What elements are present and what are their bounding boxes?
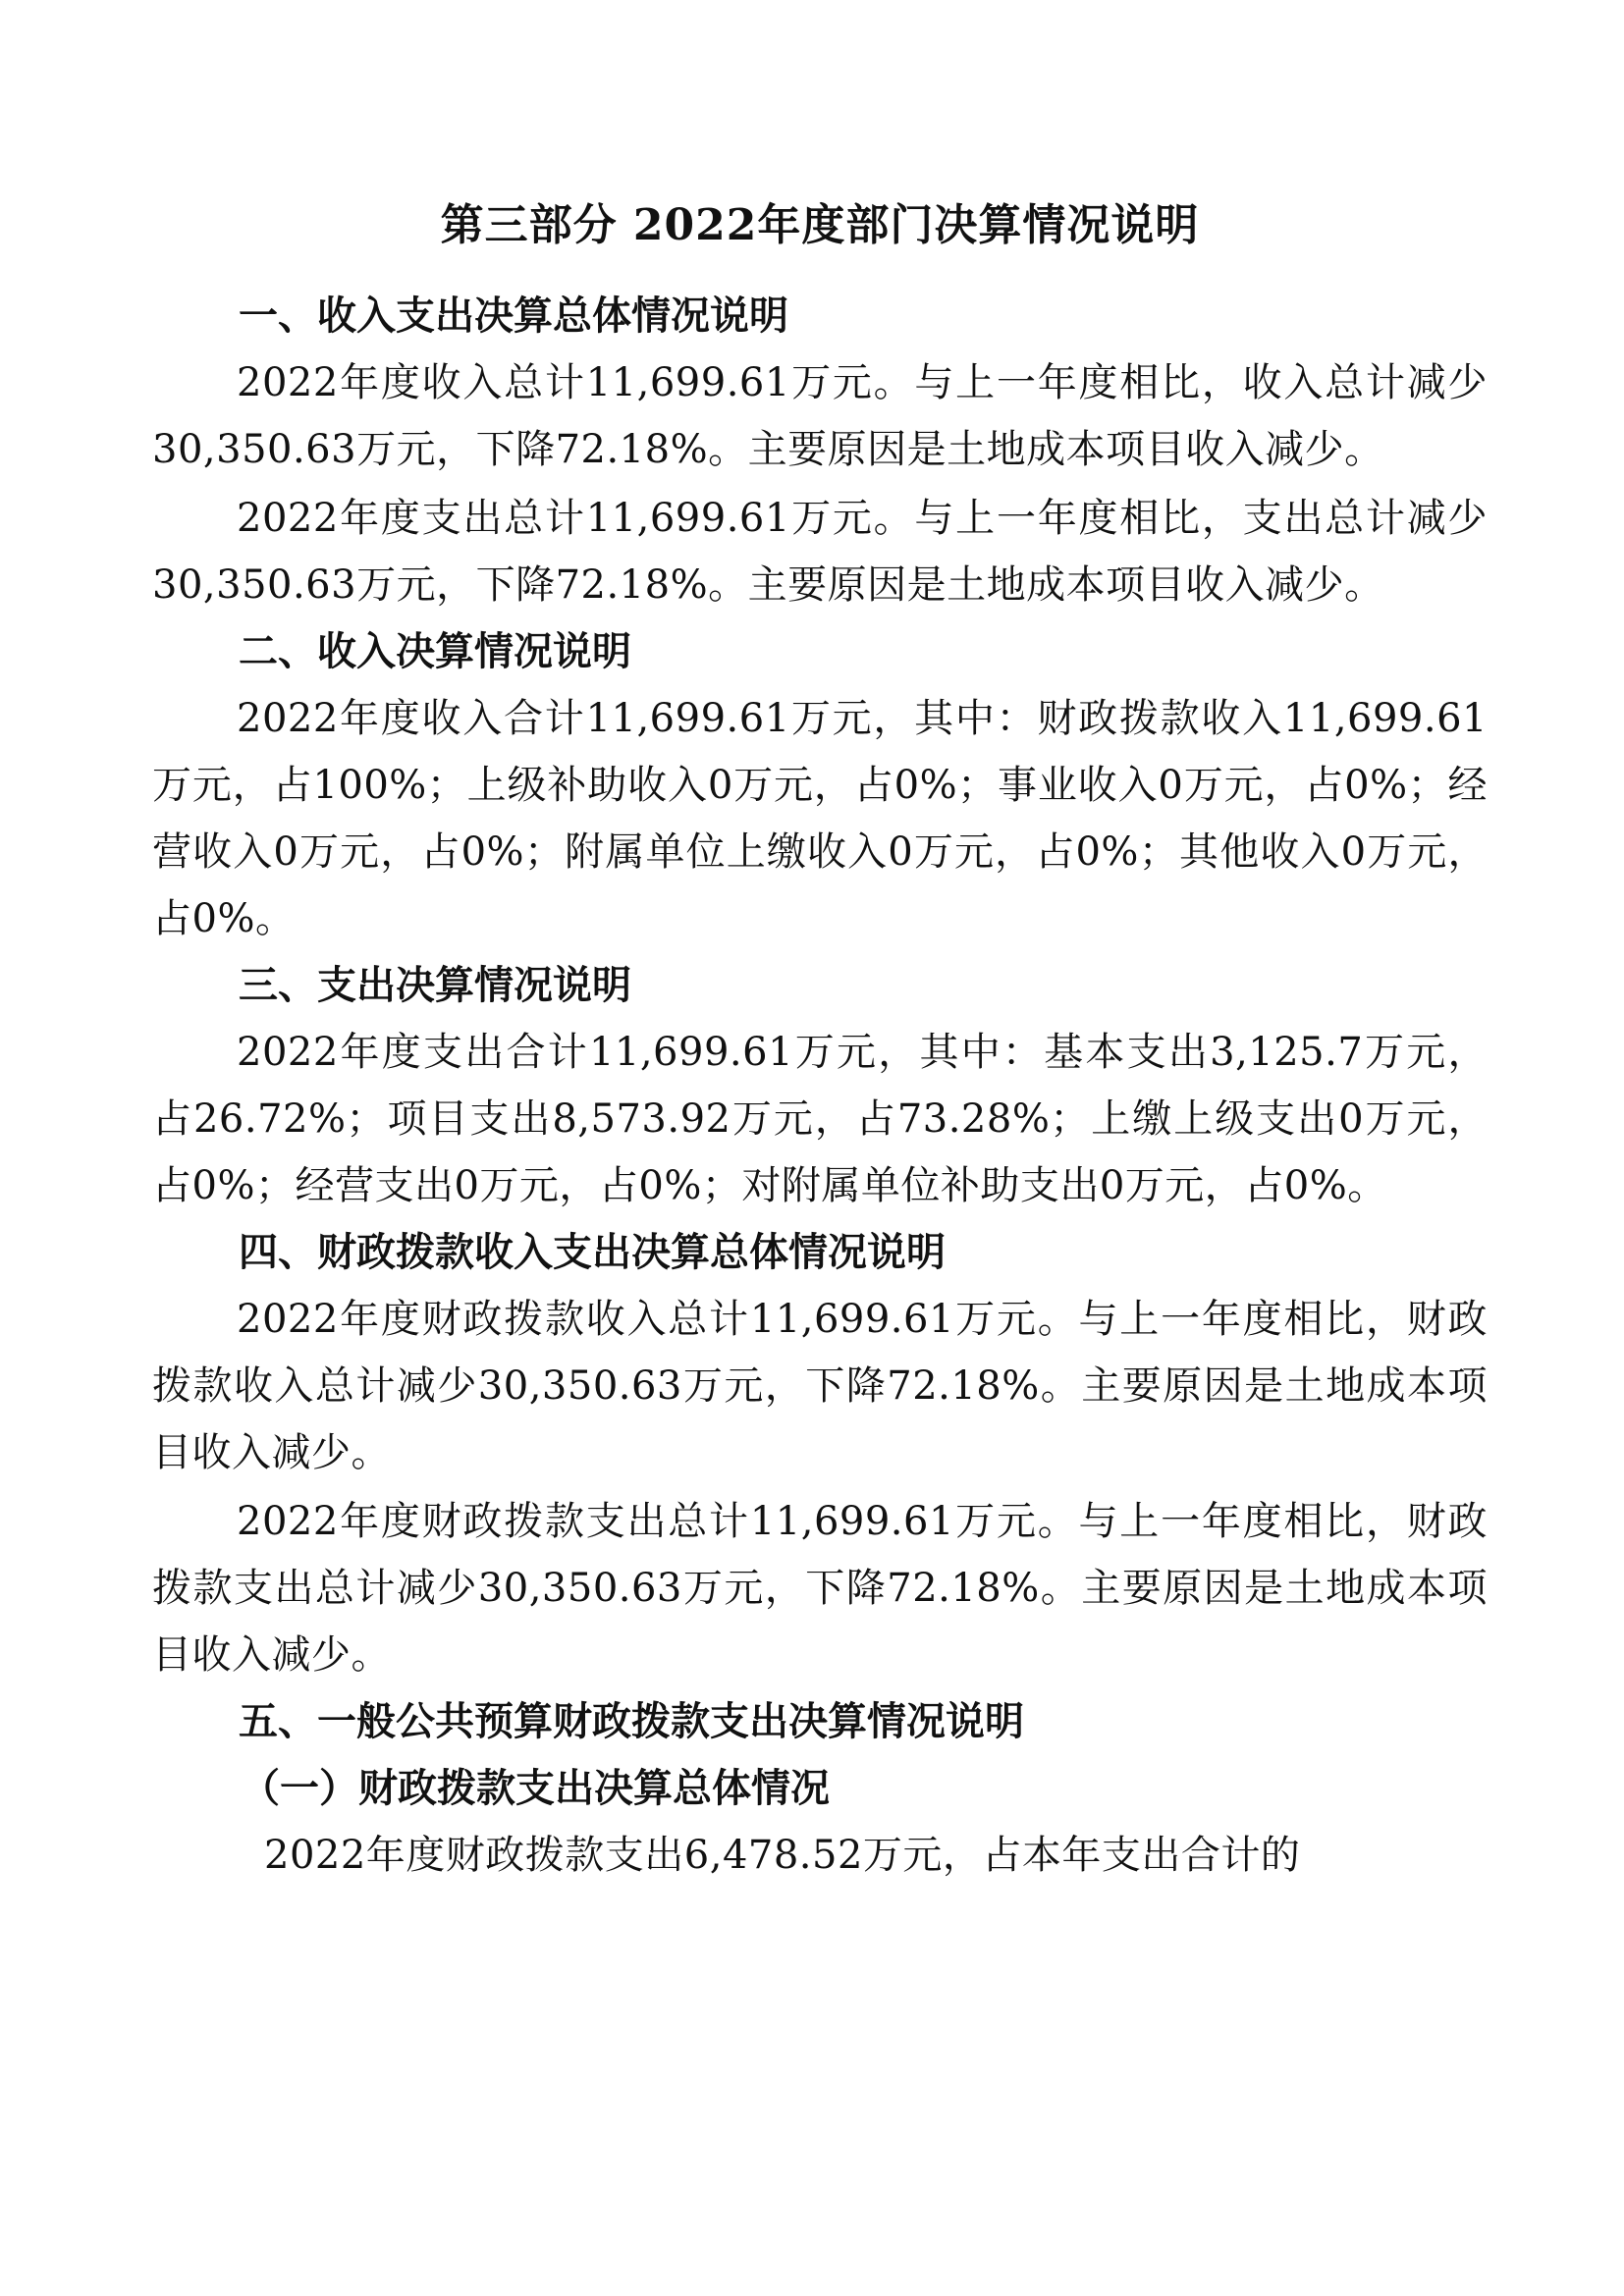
section-heading: 四、财政拨款收入支出决算总体情况说明 xyxy=(239,1229,946,1275)
paragraph: 2022年度支出总计11,699.61万元。与上一年度相比，支出总计减少30,350.63万元，下降72.18%。主要原因是土地成本项目收入减少。 xyxy=(152,496,1488,608)
section-heading: 三、支出决算情况说明 xyxy=(239,962,631,1008)
section-4 xyxy=(152,1219,1488,1688)
section-heading: 一、收入支出决算总体情况说明 xyxy=(239,293,788,339)
page-title: 第三部分 2022年度部门决算情况说明 xyxy=(440,200,1200,250)
paragraph: 2022年度财政拨款支出总计11,699.61万元。与上一年度相比，财政拨款支出总计减少30,350.63万元，下降72.18%。主要原因是土地成本项目收入减少。 xyxy=(152,1499,1488,1678)
section-heading: 二、收入决算情况说明 xyxy=(239,628,631,674)
section-subheading: （一）财政拨款支出决算总体情况 xyxy=(241,1765,830,1811)
paragraph: 2022年度收入总计11,699.61万元。与上一年度相比，收入总计减少30,350.63万元，下降72.18%。主要原因是土地成本项目收入减少。 xyxy=(152,360,1488,472)
section-5 xyxy=(152,1688,1488,1889)
paragraph: 2022年度财政拨款支出6,478.52万元，占本年支出合计的 xyxy=(264,1833,1301,1878)
section-3 xyxy=(152,952,1488,1219)
section-2 xyxy=(152,618,1488,952)
document-page xyxy=(152,196,1488,1889)
section-1 xyxy=(152,283,1488,618)
paragraph: 2022年度收入合计11,699.61万元，其中：财政拨款收入11,699.61万元，占100%；上级补助收入0万元，占0%；事业收入0万元，占0%；经营收入0万元，占0%；附属单位上缴收入0万元，占0%；其他收入0万元，占0%。 xyxy=(152,696,1488,941)
paragraph: 2022年度支出合计11,699.61万元，其中：基本支出3,125.7万元，占26.72%；项目支出8,573.92万元，占73.28%；上缴上级支出0万元，占0%；经营支出0万元，占0%；对附属单位补助支出0万元，占0%。 xyxy=(152,1030,1488,1208)
paragraph: 2022年度财政拨款收入总计11,699.61万元。与上一年度相比，财政拨款收入总计减少30,350.63万元，下降72.18%。主要原因是土地成本项目收入减少。 xyxy=(152,1297,1488,1475)
section-heading: 五、一般公共预算财政拨款支出决算情况说明 xyxy=(239,1698,1024,1744)
